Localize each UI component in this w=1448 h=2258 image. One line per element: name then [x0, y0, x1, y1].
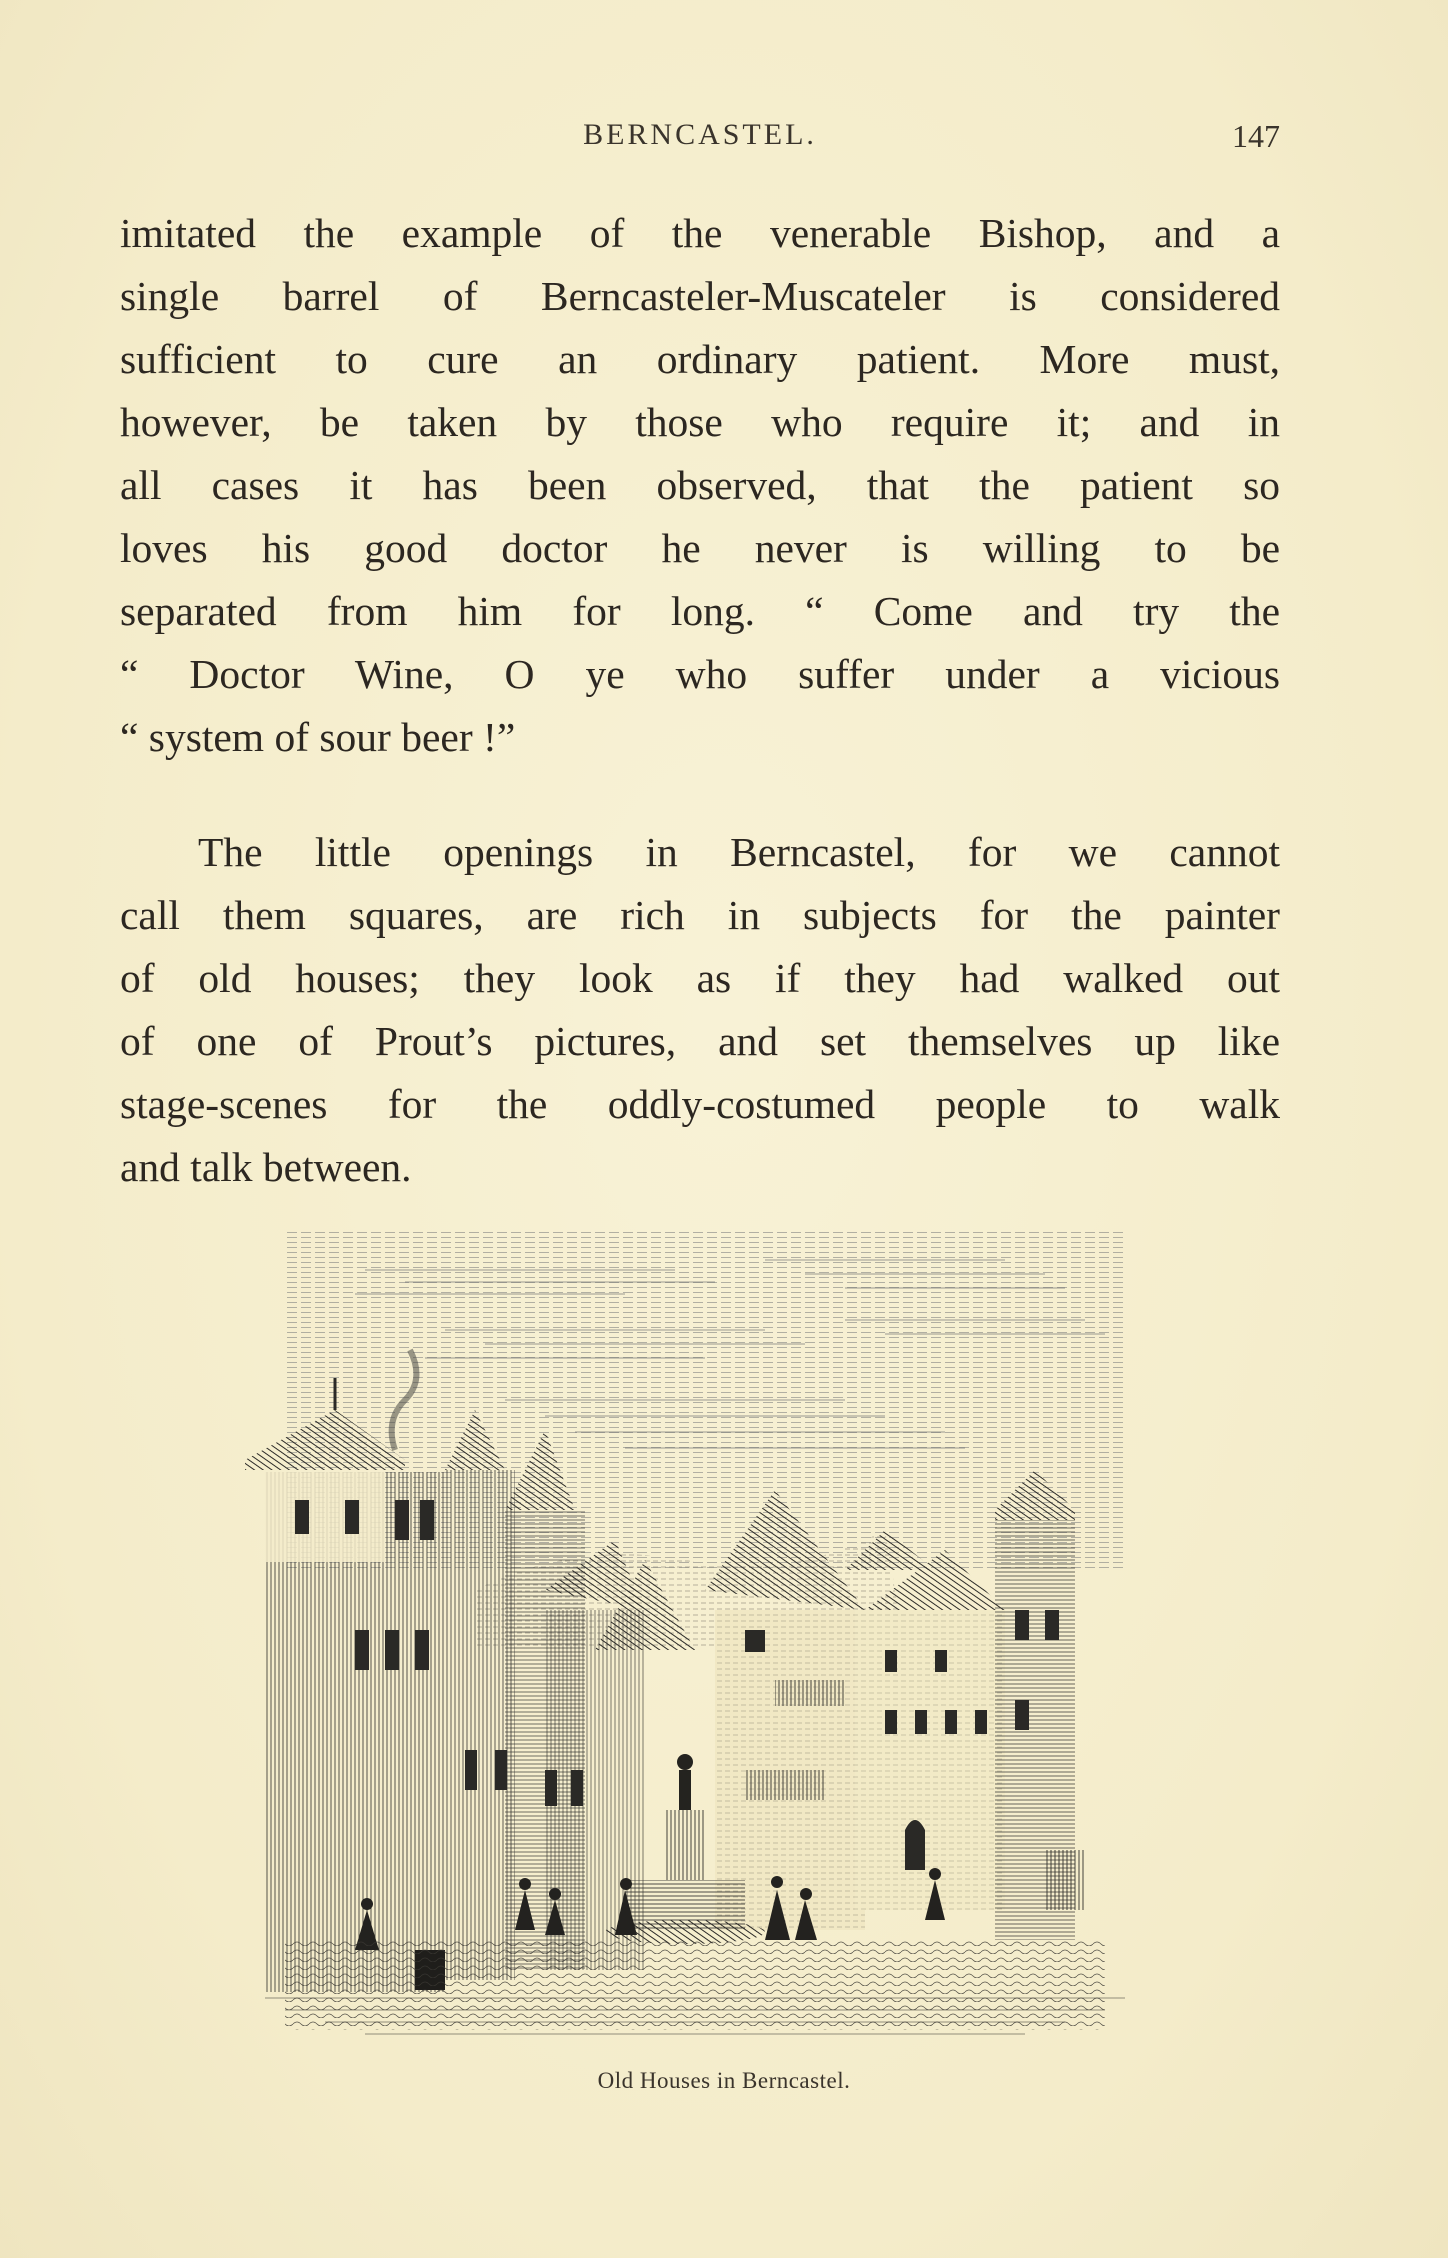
- text-line: all cases it has been observed, that the patient so: [120, 462, 1280, 508]
- text-line: single barrel of Berncasteler-Muscateler is considered: [120, 273, 1280, 319]
- running-head: [120, 118, 1280, 162]
- text-line: separated from him for long. “ Come and try the: [120, 588, 1280, 634]
- text-line: imitated the example of the venerable Bishop, and a: [120, 210, 1280, 256]
- page-number: 147: [1232, 118, 1280, 154]
- text-line: of one of Prout’s pictures, and set themselves up like: [120, 1018, 1280, 1064]
- text-line: The little openings in Berncastel, for we cannot: [198, 829, 1280, 875]
- paragraph-1: [120, 202, 1280, 769]
- running-title: BERNCASTEL.: [583, 118, 817, 151]
- text-line: of old houses; they look as if they had walked out: [120, 955, 1280, 1001]
- text-line: and talk between.: [120, 1144, 412, 1190]
- text-line: stage-scenes for the oddly-costumed people to walk: [120, 1081, 1280, 1127]
- engraving-old-houses: [245, 1210, 1165, 2050]
- text-line: loves his good doctor he never is willing to be: [120, 525, 1280, 571]
- text-line: sufficient to cure an ordinary patient. More must,: [120, 336, 1280, 382]
- paragraph-2: [120, 821, 1280, 1199]
- illustration-caption: Old Houses in Berncastel.: [597, 2068, 851, 2093]
- text-line: “ system of sour beer !”: [120, 714, 516, 760]
- cobbled-square: [285, 1940, 1105, 2030]
- text-line: call them squares, are rich in subjects for the painter: [120, 892, 1280, 938]
- text-line: “ Doctor Wine, O ye who suffer under a vicious: [120, 651, 1280, 697]
- text-line: however, be taken by those who require it; and in: [120, 399, 1280, 445]
